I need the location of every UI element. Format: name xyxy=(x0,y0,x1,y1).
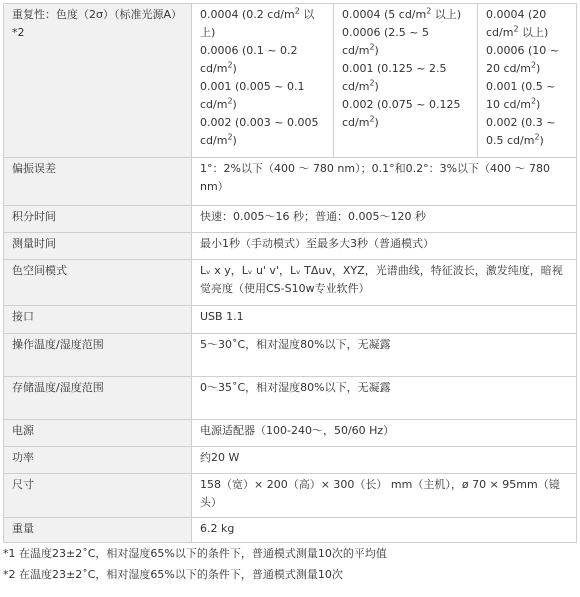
spec-row-operating-temp xyxy=(4,334,577,377)
spec-value: 快速：0.005～16 秒；普通：0.005～120 秒 xyxy=(192,206,577,233)
spec-row-weight xyxy=(4,518,577,543)
repeatability-value: 0.0006 (2.5 ~ 5 $cd/m^2$) xyxy=(342,26,429,57)
repeatability-value: 0.002 (0.003 ~ 0.005 $cd/m^2$) xyxy=(200,116,319,147)
spec-row-power xyxy=(4,447,577,474)
spec-value: 158（宽）× 200（高）× 300（长） mm（主机），ø 70 × 95mm（镜头） xyxy=(192,474,577,518)
repeatability-label: 重复性：色度（2σ）（标准光源A）*2 xyxy=(4,4,192,158)
spec-label: 积分时间 xyxy=(4,206,192,233)
repeatability-value: 0.001 (0.005 ~ 0.1 $cd/m^2$) xyxy=(200,80,305,111)
repeatability-col-3 xyxy=(478,4,577,158)
repeatability-value: 0.001 (0.125 ~ 2.5 $cd/m^2$) xyxy=(342,62,447,93)
spec-value: 0～35˚C，相对湿度80%以下，无凝露 xyxy=(192,377,577,420)
spec-value: 6.2 kg xyxy=(192,518,577,543)
repeatability-value: 0.0004 (5 $cd/m^2$ 以上) xyxy=(342,6,462,21)
spec-row-integration-time xyxy=(4,206,577,233)
spec-row-dimensions xyxy=(4,474,577,518)
footnotes xyxy=(3,543,576,585)
spec-label: 色空间模式 xyxy=(4,260,192,306)
repeatability-value: 0.001 (0.5 ~ 10 $cd/m^2$) xyxy=(486,80,556,111)
spec-value: 电源适配器（100-240～，50/60 Hz） xyxy=(192,420,577,447)
spec-row-interface xyxy=(4,306,577,334)
spec-row-polarization-error xyxy=(4,158,577,206)
spec-label: 测量时间 xyxy=(4,233,192,260)
spec-value: 1°：2%以下（400 ～ 780 nm）；0.1°和0.2°：3%以下（400 ～ 780 nm） xyxy=(192,158,577,206)
spec-label: 接口 xyxy=(4,306,192,334)
spec-label: 尺寸 xyxy=(4,474,192,518)
spec-label: 操作温度/湿度范围 xyxy=(4,334,192,377)
repeatability-value: 0.0006 (0.1 ~ 0.2 $cd/m^2$) xyxy=(200,44,298,75)
spec-row-power-source xyxy=(4,420,577,447)
repeatability-value: 0.0004 (0.2 $cd/m^2$ 以上) xyxy=(200,6,315,39)
spec-label: 存储温度/湿度范围 xyxy=(4,377,192,420)
spec-row-repeatability xyxy=(4,4,577,158)
spec-value: 5～30˚C，相对湿度80%以下，无凝露 xyxy=(192,334,577,377)
footnote: *1 在温度23±2˚C，相对湿度65%以下的条件下，普通模式测量10次的平均值 xyxy=(3,547,387,560)
spec-label: 偏振误差 xyxy=(4,158,192,206)
spec-row-color-space xyxy=(4,260,577,306)
spec-label: 电源 xyxy=(4,420,192,447)
repeatability-value: 0.0004 (20 $cd/m^2$ 以上) xyxy=(486,8,549,39)
spec-value: USB 1.1 xyxy=(192,306,577,334)
repeatability-col-1 xyxy=(192,4,334,158)
repeatability-value: 0.0006 (10 ~ 20 $cd/m^2$) xyxy=(486,44,559,75)
spec-label: 重量 xyxy=(4,518,192,543)
spec-row-measurement-time xyxy=(4,233,577,260)
repeatability-value: 0.002 (0.075 ~ 0.125 $cd/m^2$) xyxy=(342,98,461,129)
spec-value: Lᵥ x y，Lᵥ u' v'，Lᵥ TΔuv，XYZ，光谱曲线，特征波长，激发纯度，暗视觉亮度（使用CS-S10w专业软件） xyxy=(192,260,577,306)
spec-label: 功率 xyxy=(4,447,192,474)
spec-value: 最小1秒（手动模式）至最多大3秒（普通模式） xyxy=(192,233,577,260)
spec-table xyxy=(3,3,577,543)
repeatability-value: 0.002 (0.3 ~ 0.5 $cd/m^2$) xyxy=(486,116,556,147)
repeatability-col-2 xyxy=(334,4,478,158)
spec-value: 约20 W xyxy=(192,447,577,474)
footnote: *2 在温度23±2˚C，相对湿度65%以下的条件下，普通模式测量10次 xyxy=(3,568,343,581)
spec-row-storage-temp xyxy=(4,377,577,420)
